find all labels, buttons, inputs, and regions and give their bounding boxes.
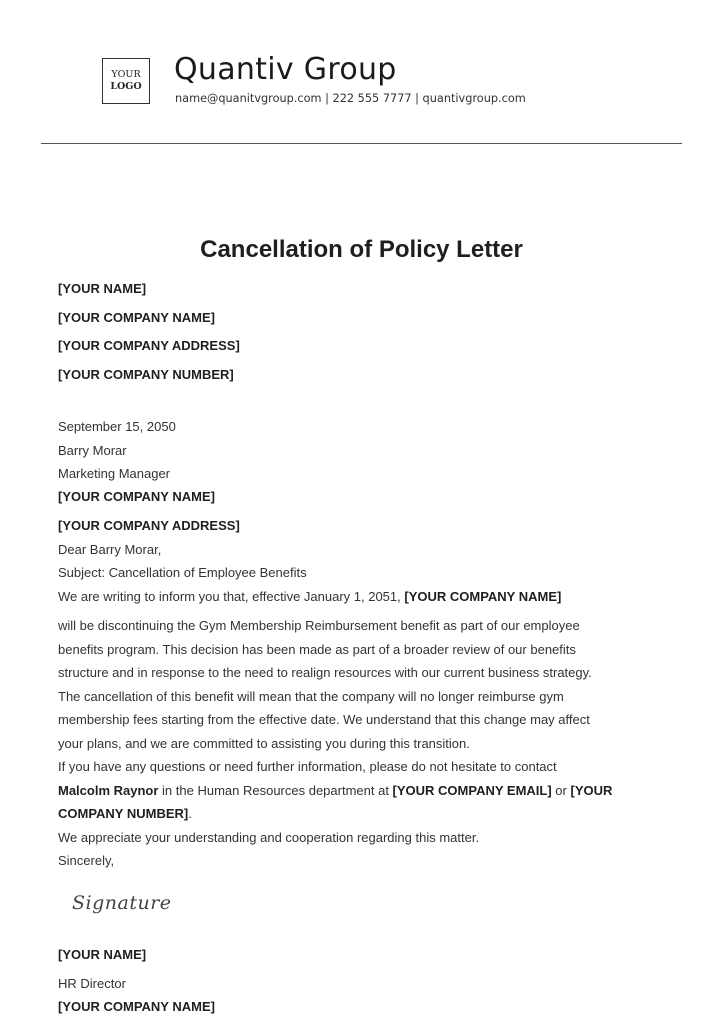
company-placeholder: [YOUR COMPANY NAME] — [404, 589, 562, 604]
body-paragraph-2-line-3 — [58, 806, 192, 821]
body-paragraph-3: We appreciate your understanding and cooperation regarding this matter. — [58, 830, 480, 845]
signer-title: HR Director — [58, 976, 126, 991]
body-paragraph-1-line-2: will be discontinuing the Gym Membership Reimbursement benefit as part of our employee — [58, 618, 580, 633]
body-text: We are writing to inform you that, effective January 1, 2051, — [58, 589, 405, 604]
signer-name: [YOUR NAME] — [58, 947, 147, 962]
recipient-company-name: [YOUR COMPANY NAME] — [58, 489, 215, 504]
sender-name: [YOUR NAME] — [58, 281, 147, 296]
header-divider — [41, 143, 682, 144]
sender-company-name: [YOUR COMPANY NAME] — [58, 310, 215, 325]
body-paragraph-1-line-4: structure and in response to the need to realign resources with our current business strategy. — [58, 665, 592, 680]
body-paragraph-2-line-2 — [58, 783, 612, 798]
body-paragraph-2-line-1: If you have any questions or need further information, please do not hesitate to contact — [58, 759, 557, 774]
company-number-placeholder-end: COMPANY NUMBER] — [58, 806, 189, 821]
company-email-placeholder: [YOUR COMPANY EMAIL] — [392, 783, 552, 798]
recipient-title: Marketing Manager — [58, 466, 170, 481]
body-paragraph-1-line-6: membership fees starting from the effective date. We understand that this change may affect — [58, 712, 590, 727]
letter-date: September 15, 2050 — [58, 419, 176, 434]
sender-company-number: [YOUR COMPANY NUMBER] — [58, 367, 234, 382]
company-contact: name@quanitvgroup.com | 222 555 7777 | quantivgroup.com — [175, 92, 526, 105]
sender-company-address: [YOUR COMPANY ADDRESS] — [58, 338, 240, 353]
subject-line: Subject: Cancellation of Employee Benefits — [58, 565, 307, 580]
company-logo — [102, 58, 150, 104]
recipient-name: Barry Morar — [58, 443, 127, 458]
company-number-placeholder-start: [YOUR — [570, 783, 613, 798]
company-name: Quantiv Group — [174, 52, 397, 87]
body-text: or — [551, 783, 571, 798]
logo-text-line2: LOGO — [110, 81, 142, 92]
body-paragraph-1-line-3: benefits program. This decision has been made as part of a broader review of our benefits — [58, 642, 576, 657]
signature: Signature — [72, 892, 172, 914]
signer-company-name: [YOUR COMPANY NAME] — [58, 999, 215, 1014]
recipient-company-address: [YOUR COMPANY ADDRESS] — [58, 518, 240, 533]
body-text: in the Human Resources department at — [158, 783, 393, 798]
hr-contact-name: Malcolm Raynor — [58, 783, 159, 798]
body-text: . — [188, 806, 192, 821]
body-paragraph-1-line-7: your plans, and we are committed to assisting you during this transition. — [58, 736, 470, 751]
document-title: Cancellation of Policy Letter — [200, 236, 523, 263]
closing: Sincerely, — [58, 853, 115, 868]
salutation: Dear Barry Morar, — [58, 542, 162, 557]
body-paragraph-1-line-5: The cancellation of this benefit will mean that the company will no longer reimburse gym — [58, 689, 564, 704]
body-paragraph-1-line-1 — [58, 589, 561, 604]
logo-text-line1: YOUR — [111, 69, 141, 80]
